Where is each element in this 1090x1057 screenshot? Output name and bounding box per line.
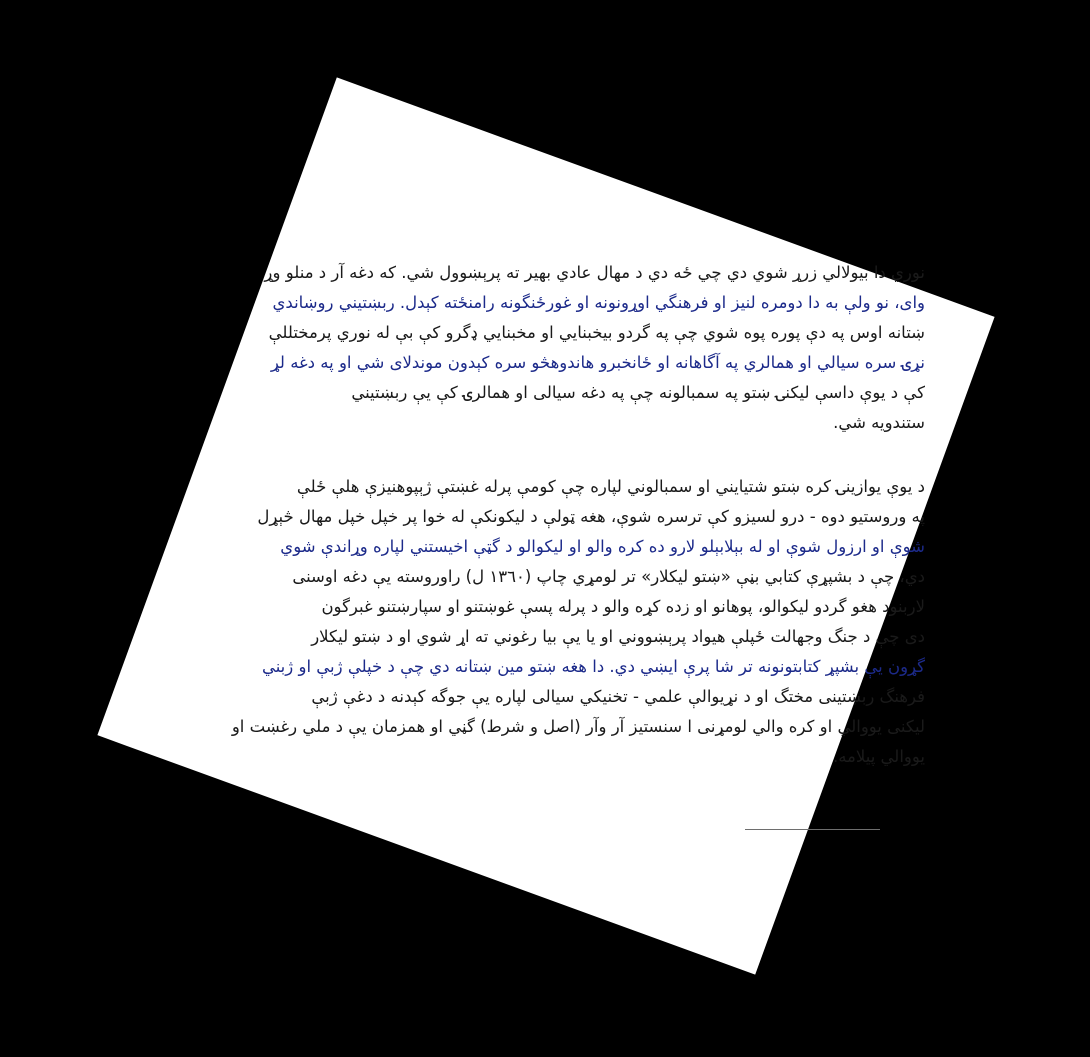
text-line: شوې او ارزول شوې او له بېلابېلو لارو ده كره والو او ليكوالو د گټې اخيستني لپاره وړاندې شوي bbox=[280, 537, 925, 556]
text-line: لاربنود هغو گردو ليكوالو، پوهانو او زده كړه والو د پرله پسې غوښتنو او سپارښتنو غبرگون bbox=[321, 597, 925, 616]
text-line: ښتانه اوس په دې پوره پوه شوي چې په گردو بيخبنايي او مخبنايي ډگرو كې بې له نوري پرمختللې bbox=[268, 323, 925, 342]
text-line: په وروستيو دوه - درو لسيزو كې ترسره شوې، هغه ټولې د ليكونكې له خوا پر خپل خپل مهال څېړل bbox=[257, 507, 925, 526]
end-rule-divider bbox=[745, 829, 880, 830]
text-line: نوري دا بيولالي زرړ شوي دي چي ځه دي د مهال عادي بهير ته پرېښوول شي. كه دغه آر د منلو وړ bbox=[264, 263, 925, 282]
text-line: فرهنگ ربښتينى مختگ او د نړيوالې علمي - تخنيكي سيالى لپاره يې جوگه كېدنه د دغې ژبې bbox=[311, 687, 925, 706]
text-line: ليكنى يووالي او كره والي لومړنى ا سنستيز آر وآر (اصل و شرط) گڼي او همزمان يې د ملي رغښت او bbox=[231, 717, 925, 736]
document-text-block bbox=[205, 258, 925, 806]
paragraph-1 bbox=[205, 258, 925, 438]
text-line: نړۍ سره سيالي او همالري په آگاهانه او ځانخبرو هاندوهڅو سره كېدون موندلاى شي او په دغه لړ bbox=[270, 353, 925, 372]
text-line: د يوې يوازينۍ كره ښتو شتيايني او سمبالوني لپاره چې كومې پرله غښتې ژېپوهنيزې هلې ځلې bbox=[296, 477, 925, 496]
text-line: ستندويه شي. bbox=[833, 413, 925, 432]
text-line: گړون يې بشپړ كتابتونونه تر شا پرې ايښي دي. دا هغه ښتو مين ښتانه دي چې د خپلې ژبې او ژبني bbox=[261, 657, 925, 676]
text-line: دي، چې د بشپړې كتابي بڼې «ښتو ليكلار» تر لومړي چاپ (١٣٦٠ ل) راوروسته يې دغه اوسنى bbox=[292, 567, 925, 586]
text-line: يووالي پيلامه. bbox=[832, 747, 925, 766]
paragraph-2 bbox=[205, 472, 925, 772]
text-line: دى چې د جنگ وجهالت ځپلې هيواد پرېښووني او يا يې بيا رغوني ته اړ شوي او د ښتو ليكلار bbox=[311, 627, 925, 646]
text-line: كې د يوې داسې ليكنۍ ښتو په سمبالونه چې په دغه سيالى او همالرۍ كې يې ربښتيني bbox=[351, 383, 925, 402]
text-line: واى، نو ولې به دا دومره لنيز او فرهنگي اوړونونه او غورځنگونه رامنځته كېدل. ربښتيني روښاندي bbox=[272, 293, 925, 312]
